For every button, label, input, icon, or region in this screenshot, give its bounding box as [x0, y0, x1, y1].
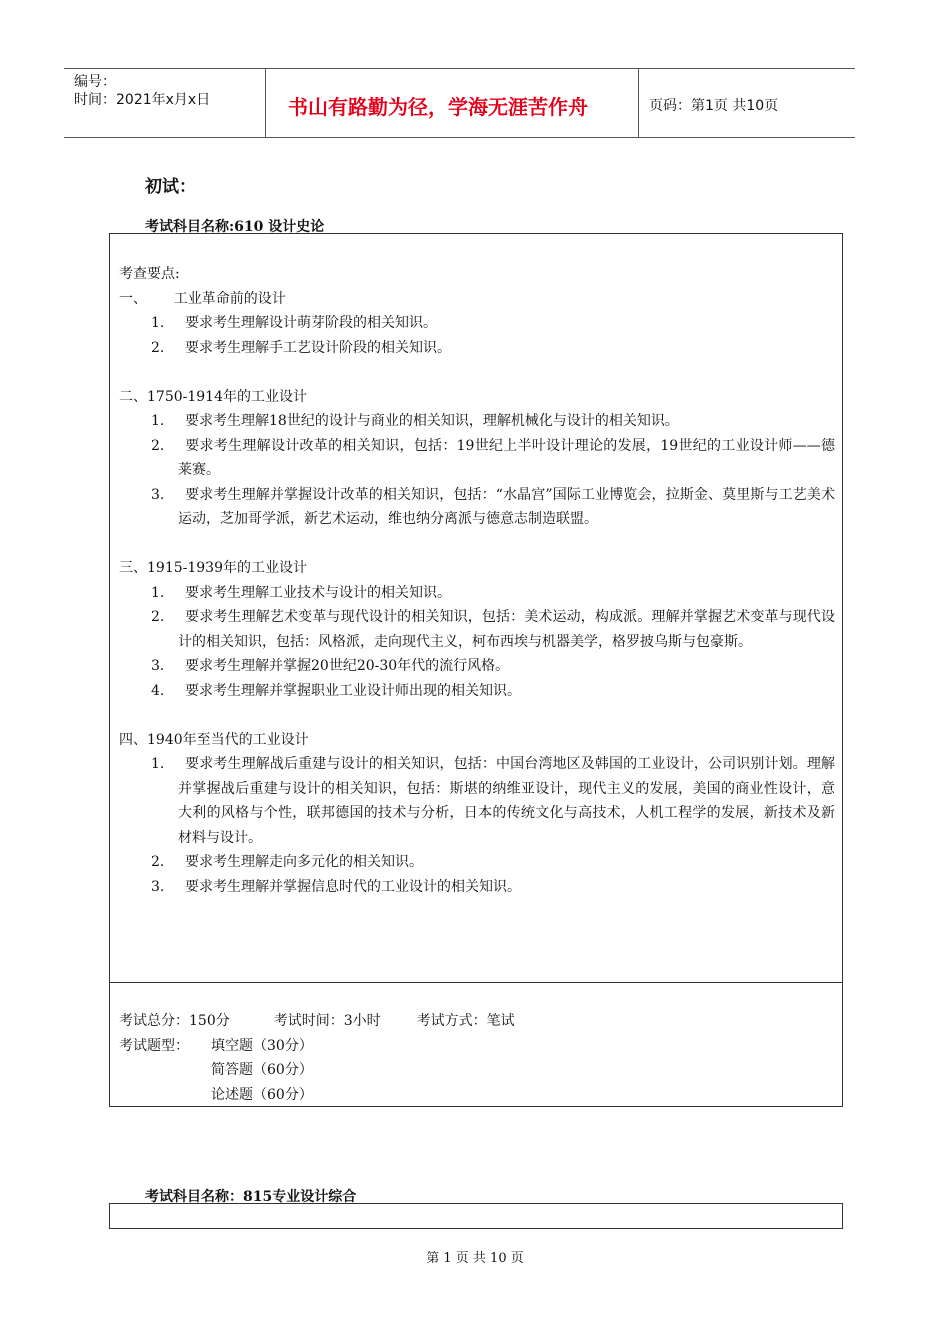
list-item-text: 要求考生理解手工艺设计阶段的相关知识。 — [185, 339, 451, 356]
section-title: 三、1915-1939年的工业设计 — [119, 560, 307, 576]
header-meta-cell — [64, 69, 266, 137]
section-title: 二、1750-1914年的工业设计 — [119, 388, 307, 405]
document-header — [64, 68, 855, 138]
list-item — [119, 581, 835, 606]
header-motto-cell — [266, 69, 639, 137]
blank-line — [119, 703, 835, 728]
exam-info-line — [119, 1009, 515, 1034]
list-item — [119, 654, 835, 679]
code-label: 编号： — [74, 74, 116, 90]
list-item — [119, 605, 835, 654]
list-item — [119, 850, 835, 875]
list-item-text: 要求考生理解并掌握设计改革的相关知识，包括：“水晶宫”国际工业博览会，拉斯金、莫里斯与工艺美术运动，芝加哥学派，新艺术运动，维也纳分离派与德意志制造联盟。 — [178, 486, 835, 527]
list-item-number: 3. — [151, 878, 165, 895]
list-item-number: 1. — [151, 584, 165, 601]
list-item-text: 要求考生理解工业技术与设计的相关知识。 — [185, 584, 451, 601]
list-item — [119, 875, 835, 900]
list-item-text: 要求考生理解并掌握信息时代的工业设计的相关知识。 — [185, 878, 521, 895]
time-label: 时间：2021年x月x日 — [74, 92, 211, 108]
page-title: 初试： — [145, 177, 196, 197]
section-title: 一、 工业革命前的设计 — [119, 290, 286, 307]
subject1-name: 考试科目名称:610 设计史论 — [145, 219, 325, 235]
requirements-intro: 考查要点: — [119, 266, 180, 282]
list-item-number: 2. — [151, 854, 165, 870]
page-footer: 第 1 页 共 10 页 — [426, 1251, 524, 1266]
list-item-text: 要求考生理解战后重建与设计的相关知识，包括：中国台湾地区及韩国的工业设计，公司识别计划。理解并掌握战后重建与设计的相关知识，包括：斯堪的纳维亚设计，现代主义的发展，美国的商业性设计，意大利的风格与个性，联邦德国的技术与分析，日本的传统文化与高技术，人机工程学的发展，新技术及新材料与设计。 — [178, 756, 835, 846]
exam-types — [119, 1034, 515, 1108]
list-item-number: 1. — [151, 756, 165, 772]
list-item-number: 3. — [151, 486, 165, 503]
list-item-text: 要求考生理解并掌握20世纪20-30年代的流行风格。 — [185, 658, 510, 674]
exam-method: 考试方式：笔试 — [416, 1013, 515, 1029]
list-item-number: 4. — [151, 682, 165, 699]
list-item — [119, 679, 835, 704]
requirements-content — [119, 262, 835, 899]
list-item-number: 1. — [151, 315, 165, 331]
list-item-text: 要求考生理解艺术变革与现代设计的相关知识，包括：美术运动，构成派。理解并掌握艺术变革与现代设计的相关知识，包括：风格派，走向现代主义，柯布西埃与机器美学，格罗披乌斯与包豪斯。 — [178, 609, 835, 650]
subject2-box — [109, 1203, 843, 1229]
exam-info — [119, 1009, 515, 1107]
list-item-text: 要求考生理解18世纪的设计与商业的相关知识，理解机械化与设计的相关知识。 — [185, 413, 679, 429]
requirements-sections — [119, 287, 835, 900]
list-item-number: 3. — [151, 658, 165, 674]
list-item — [119, 434, 835, 483]
list-item — [119, 409, 835, 434]
list-item-number: 2. — [151, 609, 165, 625]
list-item — [119, 483, 835, 532]
exam-type-item: 简答题（60分） — [211, 1062, 313, 1078]
list-item-text: 要求考生理解并掌握职业工业设计师出现的相关知识。 — [185, 682, 521, 699]
exam-type-item: 填空题（30分） — [211, 1037, 313, 1054]
exam-duration: 考试时间：3小时 — [273, 1013, 381, 1029]
list-item-number: 1. — [151, 413, 165, 429]
blank-line — [119, 360, 835, 385]
list-item-text: 要求考生理解走向多元化的相关知识。 — [185, 854, 423, 870]
list-item-number: 2. — [151, 339, 165, 356]
section-title: 四、1940年至当代的工业设计 — [119, 731, 309, 748]
exam-types-list — [211, 1034, 313, 1108]
list-item-text: 要求考生理解设计萌芽阶段的相关知识。 — [185, 315, 437, 331]
list-item — [119, 336, 835, 361]
subject2-name: 考试科目名称：815专业设计综合 — [145, 1189, 357, 1205]
page-code: 页码：第1页 共10页 — [649, 98, 779, 114]
list-item-number: 2. — [151, 437, 165, 454]
list-item-text: 要求考生理解设计改革的相关知识，包括：19世纪上半叶设计理论的发展，19世纪的工业设计师——德莱赛。 — [178, 437, 835, 478]
exam-types-label: 考试题型： — [119, 1037, 189, 1054]
list-item — [119, 311, 835, 336]
header-page-cell — [639, 69, 855, 137]
list-item — [119, 752, 835, 850]
blank-line — [119, 532, 835, 557]
motto: 书山有路勤为径，学海无涯苦作舟 — [288, 95, 588, 119]
exam-type-item: 论述题（60分） — [211, 1086, 313, 1103]
exam-total: 考试总分：150分 — [119, 1013, 230, 1029]
